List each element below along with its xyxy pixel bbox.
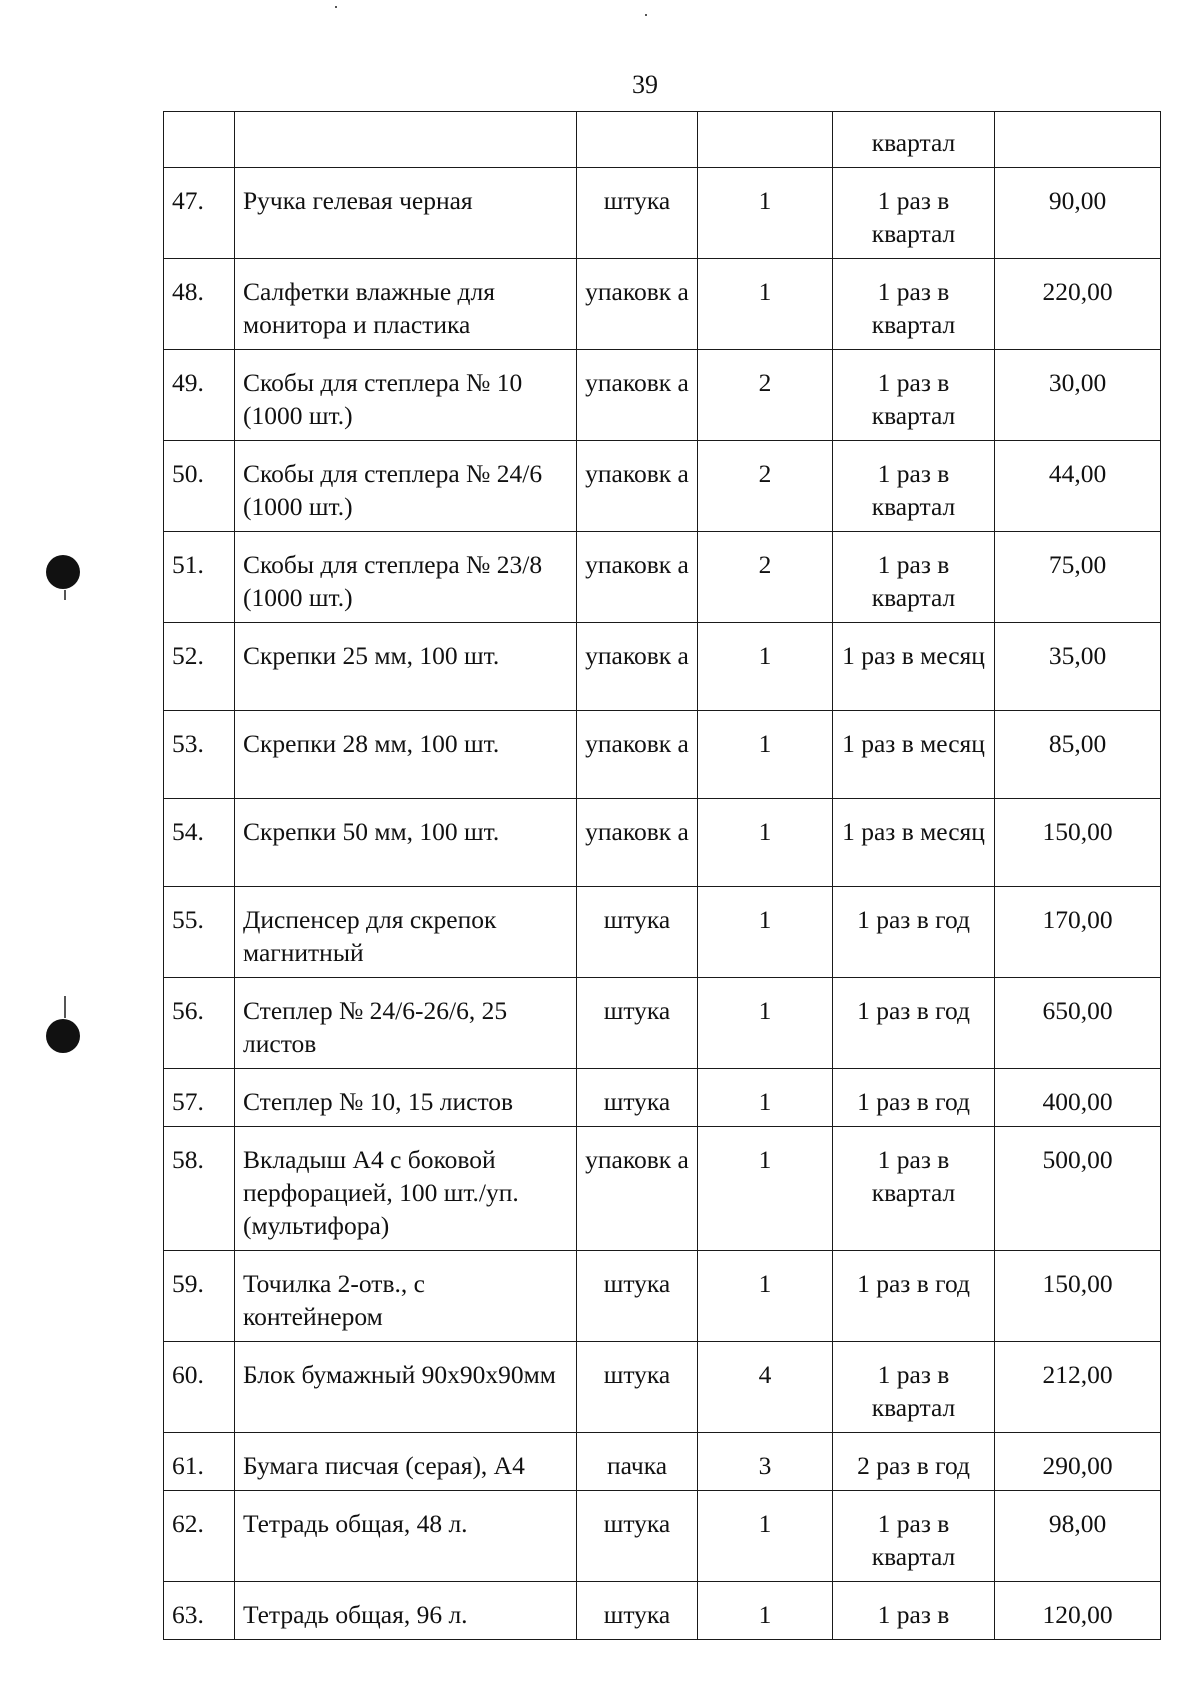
cell-qty: 1 <box>698 799 833 887</box>
cell-unit: штука <box>577 978 698 1069</box>
table-row <box>164 441 1161 532</box>
cell-frequency: 1 раз в квартал <box>833 532 995 623</box>
cell-num: 48. <box>164 259 235 350</box>
cell-unit: штука <box>577 887 698 978</box>
cell-unit: упаковк а <box>577 1127 698 1251</box>
punch-hole-mark <box>46 555 80 589</box>
table-row <box>164 711 1161 799</box>
cell-price: 90,00 <box>995 168 1161 259</box>
cell-name: Тетрадь общая, 96 л. <box>235 1582 577 1640</box>
cell-unit <box>577 112 698 168</box>
cell-unit: упаковк а <box>577 441 698 532</box>
cell-frequency: 1 раз в год <box>833 978 995 1069</box>
cell-num: 52. <box>164 623 235 711</box>
cell-unit: упаковк а <box>577 350 698 441</box>
cell-price: 98,00 <box>995 1491 1161 1582</box>
cell-qty: 1 <box>698 711 833 799</box>
cell-name: Степлер № 24/6-26/6, 25 листов <box>235 978 577 1069</box>
cell-price: 212,00 <box>995 1342 1161 1433</box>
cell-frequency: 1 раз в месяц <box>833 799 995 887</box>
cell-num: 55. <box>164 887 235 978</box>
cell-qty: 1 <box>698 168 833 259</box>
cell-qty: 1 <box>698 1491 833 1582</box>
cell-name: Степлер № 10, 15 листов <box>235 1069 577 1127</box>
table-row <box>164 1251 1161 1342</box>
cell-qty: 2 <box>698 532 833 623</box>
cell-unit: штука <box>577 1582 698 1640</box>
table-row <box>164 623 1161 711</box>
supplies-table <box>163 111 1161 1640</box>
cell-num: 57. <box>164 1069 235 1127</box>
cell-price: 44,00 <box>995 441 1161 532</box>
cell-qty: 3 <box>698 1433 833 1491</box>
table-row <box>164 1491 1161 1582</box>
cell-frequency: 2 раз в год <box>833 1433 995 1491</box>
table-row <box>164 1069 1161 1127</box>
table-row <box>164 978 1161 1069</box>
cell-frequency: 1 раз в квартал <box>833 1491 995 1582</box>
cell-unit: упаковк а <box>577 711 698 799</box>
cell-price: 400,00 <box>995 1069 1161 1127</box>
table-row-continuation <box>164 112 1161 168</box>
scan-speck <box>645 14 647 16</box>
cell-price: 150,00 <box>995 799 1161 887</box>
table-row <box>164 1342 1161 1433</box>
cell-frequency: 1 раз в квартал <box>833 168 995 259</box>
cell-unit: штука <box>577 1069 698 1127</box>
cell-qty: 1 <box>698 887 833 978</box>
cell-frequency: 1 раз в год <box>833 1251 995 1342</box>
cell-name: Диспенсер для скрепок магнитный <box>235 887 577 978</box>
cell-num: 61. <box>164 1433 235 1491</box>
table-row <box>164 1433 1161 1491</box>
cell-frequency: квартал <box>833 112 995 168</box>
cell-frequency: 1 раз в <box>833 1582 995 1640</box>
cell-qty: 1 <box>698 259 833 350</box>
cell-num: 62. <box>164 1491 235 1582</box>
cell-qty: 4 <box>698 1342 833 1433</box>
cell-qty: 1 <box>698 1069 833 1127</box>
cell-num: 58. <box>164 1127 235 1251</box>
cell-name: Блок бумажный 90x90x90мм <box>235 1342 577 1433</box>
cell-num: 53. <box>164 711 235 799</box>
cell-name: Скобы для степлера № 10 (1000 шт.) <box>235 350 577 441</box>
cell-num: 54. <box>164 799 235 887</box>
cell-price: 120,00 <box>995 1582 1161 1640</box>
scan-speck <box>64 996 66 1018</box>
page-number: 39 <box>632 70 658 99</box>
cell-name: Скрепки 50 мм, 100 шт. <box>235 799 577 887</box>
cell-qty: 1 <box>698 1251 833 1342</box>
cell-frequency: 1 раз в год <box>833 1069 995 1127</box>
table-row <box>164 1582 1161 1640</box>
cell-num: 47. <box>164 168 235 259</box>
cell-frequency: 1 раз в квартал <box>833 441 995 532</box>
cell-name: Скрепки 25 мм, 100 шт. <box>235 623 577 711</box>
cell-unit: штука <box>577 168 698 259</box>
cell-price: 30,00 <box>995 350 1161 441</box>
table-row <box>164 1127 1161 1251</box>
cell-name <box>235 112 577 168</box>
cell-num: 59. <box>164 1251 235 1342</box>
cell-price: 75,00 <box>995 532 1161 623</box>
scan-speck <box>335 6 337 8</box>
cell-frequency: 1 раз в квартал <box>833 350 995 441</box>
cell-frequency: 1 раз в квартал <box>833 259 995 350</box>
cell-num: 49. <box>164 350 235 441</box>
cell-qty: 1 <box>698 1127 833 1251</box>
cell-qty: 1 <box>698 1582 833 1640</box>
table-row <box>164 887 1161 978</box>
scan-speck <box>64 590 66 600</box>
cell-name: Вкладыш А4 с боковой перфорацией, 100 шт./уп. (мультифора) <box>235 1127 577 1251</box>
cell-qty: 2 <box>698 441 833 532</box>
cell-price <box>995 112 1161 168</box>
cell-price: 220,00 <box>995 259 1161 350</box>
cell-price: 35,00 <box>995 623 1161 711</box>
cell-num: 50. <box>164 441 235 532</box>
table-row <box>164 350 1161 441</box>
cell-num: 56. <box>164 978 235 1069</box>
cell-num: 60. <box>164 1342 235 1433</box>
cell-price: 170,00 <box>995 887 1161 978</box>
cell-name: Скрепки 28 мм, 100 шт. <box>235 711 577 799</box>
cell-name: Точилка 2-отв., с контейнером <box>235 1251 577 1342</box>
cell-unit: штука <box>577 1251 698 1342</box>
cell-name: Скобы для степлера № 24/6 (1000 шт.) <box>235 441 577 532</box>
cell-unit: упаковк а <box>577 623 698 711</box>
cell-unit: пачка <box>577 1433 698 1491</box>
table-row <box>164 168 1161 259</box>
cell-qty <box>698 112 833 168</box>
cell-unit: упаковк а <box>577 799 698 887</box>
cell-price: 500,00 <box>995 1127 1161 1251</box>
cell-unit: упаковк а <box>577 259 698 350</box>
cell-name: Тетрадь общая, 48 л. <box>235 1491 577 1582</box>
cell-price: 150,00 <box>995 1251 1161 1342</box>
cell-name: Ручка гелевая черная <box>235 168 577 259</box>
cell-name: Скобы для степлера № 23/8 (1000 шт.) <box>235 532 577 623</box>
cell-price: 85,00 <box>995 711 1161 799</box>
cell-unit: штука <box>577 1342 698 1433</box>
punch-hole-mark <box>46 1019 80 1053</box>
cell-frequency: 1 раз в квартал <box>833 1342 995 1433</box>
cell-name: Бумага писчая (серая), А4 <box>235 1433 577 1491</box>
cell-qty: 1 <box>698 978 833 1069</box>
cell-num: 51. <box>164 532 235 623</box>
cell-qty: 2 <box>698 350 833 441</box>
cell-frequency: 1 раз в год <box>833 887 995 978</box>
cell-num: 63. <box>164 1582 235 1640</box>
table-row <box>164 799 1161 887</box>
cell-price: 650,00 <box>995 978 1161 1069</box>
cell-qty: 1 <box>698 623 833 711</box>
cell-frequency: 1 раз в месяц <box>833 623 995 711</box>
cell-frequency: 1 раз в квартал <box>833 1127 995 1251</box>
cell-price: 290,00 <box>995 1433 1161 1491</box>
table-row <box>164 532 1161 623</box>
cell-name: Салфетки влажные для монитора и пластика <box>235 259 577 350</box>
cell-num <box>164 112 235 168</box>
table-row <box>164 259 1161 350</box>
cell-unit: штука <box>577 1491 698 1582</box>
supplies-table-body <box>164 112 1161 1640</box>
cell-frequency: 1 раз в месяц <box>833 711 995 799</box>
cell-unit: упаковк а <box>577 532 698 623</box>
